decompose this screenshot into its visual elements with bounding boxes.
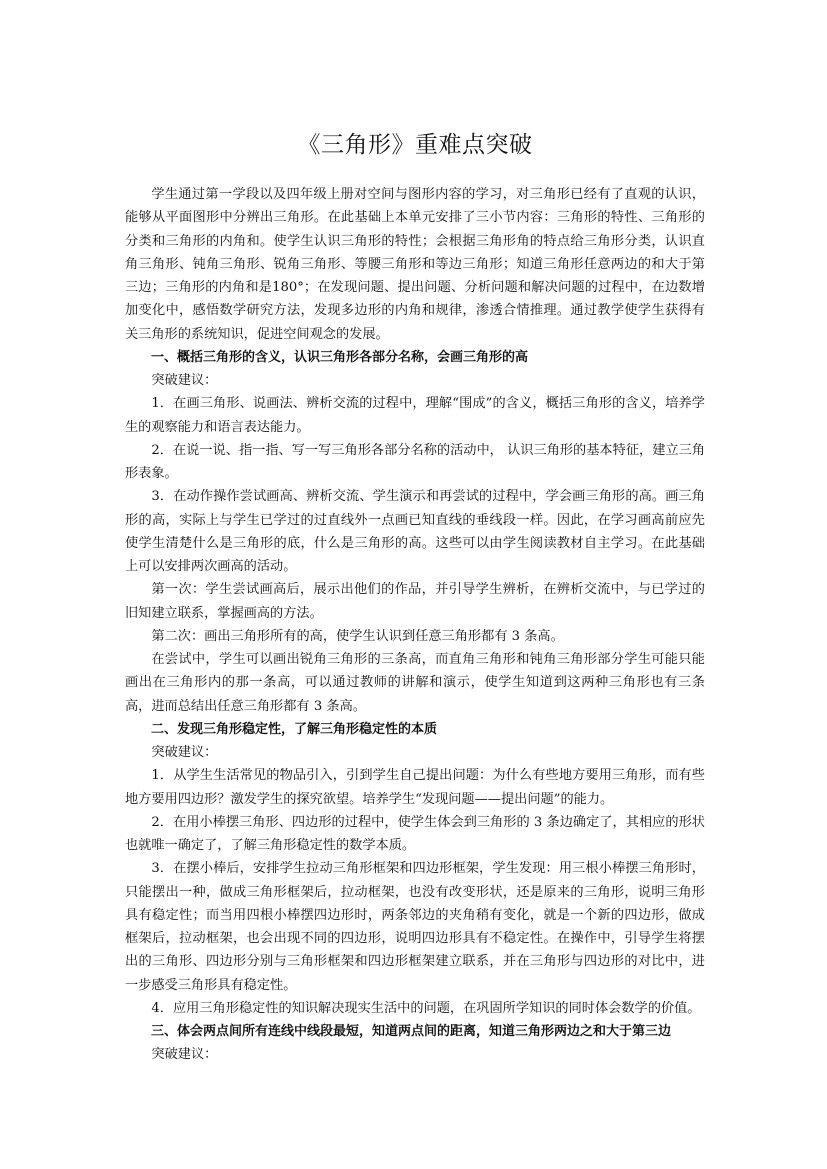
document-title: 《三角形》重难点突破 (297, 132, 533, 158)
section-2-paragraph-1: 1．从学生生活常见的物品引入，引到学生自己提出问题：为什么有些地方要用三角形，而有些地方要用四边形？激发学生的探究欲望。培养学生“发现问题——提出问题”的能力。 (125, 768, 705, 807)
section-3-suggest-label: 突破建议： (151, 1047, 218, 1063)
section-1-heading: 一、概括三角形的含义，认识三角形各部分名称，会画三角形的高 (151, 349, 529, 365)
intro-paragraph: 学生通过第一学段以及四年级上册对空间与图形内容的学习，对三角形已经有了直观的认识，能够从平面图形中分辨出三角形。在此基础上本单元安排了三小节内容：三角形的特性、三角形的分类和三角形的内角和。使学生认识三角形的特性；会根据三角形角的特点给三角形分类，认识直角三角形、钝角三角形、锐角三角形、等腰三角形和等边三角形；知道三角形任意两边的和大于第三边；三角形的内角和是180°；在发现问题、提出问题、分析问题和解决问题的过程中，在边数增加变化中，感悟数学研究方法，发现多边形的内角和规律，渗透合情推理。通过教学使学生获得有关三角形的系统知识，促进空间观念的发展。 (125, 187, 705, 342)
document-page (125, 0, 705, 1067)
section-1-paragraph-5: 第二次：画出三角形所有的高，使学生认识到任意三角形都有 3 条高。 (151, 628, 564, 644)
section-1-paragraph-1: 1．在画三角形、说画法、辨析交流的过程中，理解“围成”的含义，概括三角形的含义，培养学生的观察能力和语言表达能力。 (125, 396, 705, 435)
section-2-heading: 二、发现三角形稳定性，了解三角形稳定性的本质 (151, 721, 438, 737)
section-2-paragraph-4: 4．应用三角形稳定性的知识解决现实生活中的问题，在巩固所学知识的同时体会数学的价值。 (151, 1000, 701, 1016)
section-2-suggest-label: 突破建议： (151, 745, 218, 760)
section-2-paragraph-3: 3．在摆小棒后，安排学生拉动三角形框架和四边形框架，学生发现：用三根小棒摆三角形时，只能摆出一种，做成三角形框架后，拉动框架，也没有改变形状，还是原来的三角形，说明三角形具有稳定性；而当用四根小棒摆四边形时，两条邻边的夹角稍有变化，就是一个新的四边形，做成框架后，拉动框架，也会出现不同的四边形，说明四边形具有不稳定性。在操作中，引导学生将摆出的三角形、四边形分别与三角形框架和四边形框架建立联系，并在三角形与四边形的对比中，进一步感受三角形具有稳定性。 (125, 861, 705, 993)
section-1-suggest-label: 突破建议： (151, 373, 218, 388)
section-1-paragraph-3: 3．在动作操作尝试画高、辨析交流、学生演示和再尝试的过程中，学会画三角形的高。画三角形的高，实际上与学生已学过的过直线外一点画已知直线的垂线段一样。因此，在学习画高前应先使学生清楚什么是三角形的底，什么是三角形的高。这些可以由学生阅读教材自主学习。在此基础上可以安排两次画高的活动。 (125, 489, 705, 574)
section-1-paragraph-2: 2．在说一说、指一指、写一写三角形各部分名称的活动中， 认识三角形的基本特征，建立三角形表象。 (125, 442, 705, 481)
section-3-heading: 三、体会两点间所有连线中线段最短，知道两点间的距离，知道三角形两边之和大于第三边 (151, 1024, 672, 1039)
section-2-paragraph-2: 2．在用小棒摆三角形、四边形的过程中，使学生体会到三角形的 3 条边确定了，其相应的形状也就唯一确定了，了解三角形稳定性的数学本质。 (125, 814, 705, 853)
section-1-paragraph-6: 在尝试中，学生可以画出锐角三角形的三条高，而直角三角形和钝角三角形部分学生可能只能画出在三角形内的那一条高，可以通过教师的讲解和演示，使学生知道到这两种三角形也有三条高，进而总结出任意三角形都有 3 条高。 (125, 652, 705, 714)
section-1-paragraph-4: 第一次：学生尝试画高后，展示出他们的作品，并引导学生辨析，在辨析交流中，与已学过的旧知建立联系，掌握画高的方法。 (125, 582, 705, 621)
document-body (125, 183, 705, 1067)
